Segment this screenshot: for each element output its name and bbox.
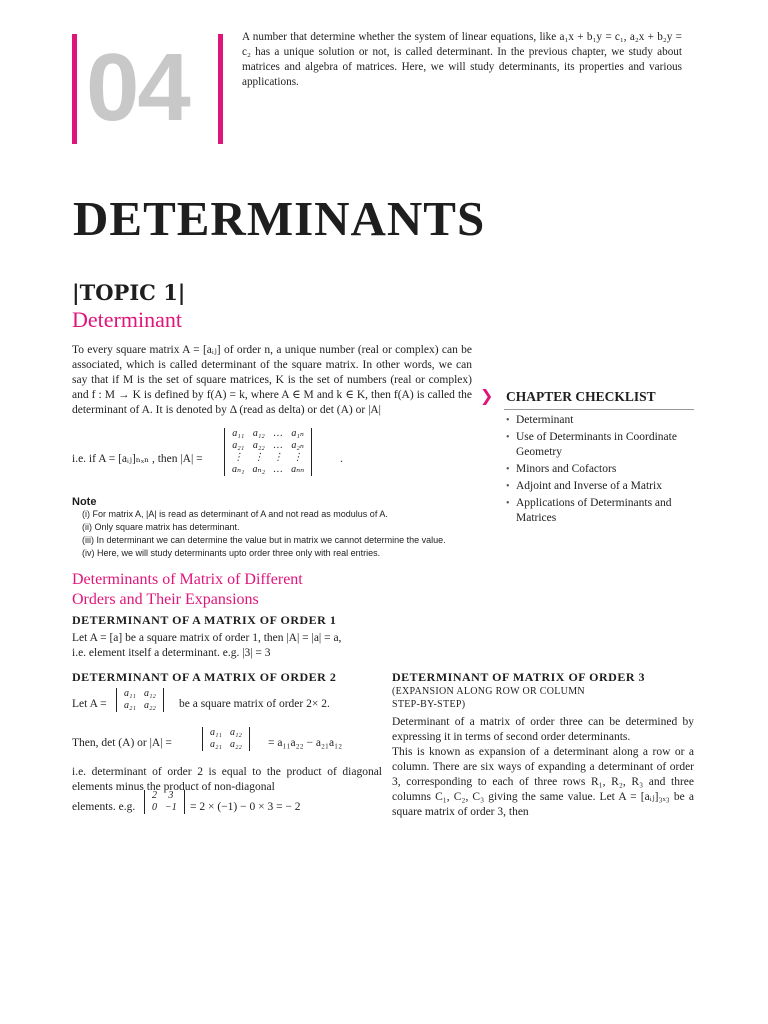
matrix-cell: a₁₁ bbox=[232, 428, 245, 439]
matrix-cell: 3 bbox=[168, 790, 174, 801]
matrix-body bbox=[206, 727, 246, 751]
chapter-title: DETERMINANTS bbox=[73, 191, 486, 246]
matrix-cell: a₁₁ bbox=[210, 727, 222, 738]
matrix-cell: a₂₁ bbox=[210, 739, 222, 750]
order2-then-suffix: = a₁₁a₂₂ − a₂₁a₁₂ bbox=[268, 737, 343, 749]
checklist-divider bbox=[504, 409, 694, 410]
note-list bbox=[72, 508, 492, 560]
checklist-item: • Determinant bbox=[506, 413, 694, 428]
matrix-cell: ⋮ bbox=[233, 452, 244, 463]
determinant-2x2 bbox=[116, 688, 164, 712]
determinant-nxn bbox=[224, 428, 312, 476]
order3-sub-line2: STEP-BY-STEP) bbox=[392, 699, 466, 710]
order2-heading: DETERMINANT OF A MATRIX OF ORDER 2 bbox=[72, 670, 337, 684]
matrix-cell: ⋮ bbox=[273, 452, 284, 463]
matrix-cell: ⋮ bbox=[292, 452, 303, 463]
section-heading bbox=[72, 570, 303, 610]
matrix-cell: a₂₂ bbox=[143, 700, 156, 711]
matrix-row bbox=[206, 727, 246, 739]
matrix-cell: −1 bbox=[165, 802, 177, 813]
matrix-cell: a₁₂ bbox=[229, 727, 242, 738]
chapter-intro: A number that determine whether the system of linear equations, like a₁x + b₁y = c₁, a₂x + b₂y = c₂ has a unique solution or not, is called determinant. In the previous chapter, we study about matrices and algebra of matrices. Here, we will study determinants, its properties and various applications. bbox=[242, 31, 682, 88]
checklist-item: • Applications of Determinants and Matrices bbox=[506, 496, 694, 526]
order2-paragraph: i.e. determinant of order 2 is equal to the product of diagonal elements minus the product of non-diagonal bbox=[72, 766, 382, 793]
matrix-cell: aₙ₁ bbox=[232, 464, 245, 475]
matrix-body bbox=[148, 790, 181, 814]
matrix-row bbox=[228, 464, 308, 476]
determinant-example bbox=[144, 790, 185, 814]
order2-then-prefix: Then, det (A) or |A| = bbox=[72, 737, 172, 749]
matrix-cell: a₁ₙ bbox=[291, 428, 304, 439]
matrix-row bbox=[228, 452, 308, 464]
order2-let-prefix: Let A = bbox=[72, 698, 107, 710]
note-heading: Note bbox=[72, 496, 97, 508]
checklist-heading: CHAPTER CHECKLIST bbox=[506, 389, 656, 404]
matrix-row bbox=[206, 739, 246, 751]
topic-label: |TOPIC 1| bbox=[72, 280, 186, 305]
matrix-body bbox=[120, 688, 160, 712]
matrix-cell: a₁₂ bbox=[252, 428, 265, 439]
matrix-cell: 0 bbox=[152, 802, 157, 813]
checklist-item: • Minors and Cofactors bbox=[506, 462, 694, 477]
matrix-row bbox=[148, 802, 181, 814]
matrix-cell: a₂ₙ bbox=[291, 440, 304, 451]
order2-let-suffix: be a square matrix of order 2× 2. bbox=[179, 698, 330, 710]
section-heading-line2: Orders and Their Expansions bbox=[72, 591, 259, 608]
matrix-cell: … bbox=[273, 428, 283, 439]
matrix-cell: a₂₁ bbox=[124, 700, 136, 711]
chapter-number: 04 bbox=[86, 34, 189, 141]
order2-let bbox=[72, 688, 392, 722]
order1-line1: Let A = [a] be a square matrix of order 1, then |A| = |a| = a, bbox=[72, 632, 342, 644]
chevron-down-icon: ❯ bbox=[480, 386, 494, 405]
note-item: (ii) Only square matrix has determinant. bbox=[82, 522, 240, 532]
checklist-list bbox=[506, 413, 694, 528]
definition-formula bbox=[72, 428, 472, 492]
order2-then bbox=[72, 727, 392, 761]
formula-suffix: . bbox=[340, 453, 343, 465]
matrix-cell: a₂₁ bbox=[232, 440, 245, 451]
order1-line2: i.e. element itself a determinant. e.g. |3| = 3 bbox=[72, 647, 271, 659]
determinant-2x2-then bbox=[202, 727, 250, 751]
note-item: (iii) In determinant we can determine the value but in matrix we cannot determine the value. bbox=[82, 535, 446, 545]
chapter-bar-right bbox=[218, 34, 223, 144]
chapter-bar-left bbox=[72, 34, 77, 144]
order2-example bbox=[72, 790, 392, 824]
section-heading-line1: Determinants of Matrix of Different bbox=[72, 571, 303, 588]
note-item: (i) For matrix A, |A| is read as determinant of A and not read as modulus of A. bbox=[82, 509, 388, 519]
order2-eg-prefix: elements. e.g. bbox=[72, 801, 136, 813]
matrix-cell: a₁₂ bbox=[143, 688, 156, 699]
matrix-row bbox=[120, 688, 160, 700]
matrix-row bbox=[228, 440, 308, 452]
note-item: (iv) Here, we will study determinants upto order three only with real entries. bbox=[82, 548, 381, 558]
note-box bbox=[72, 496, 492, 560]
checklist-item: • Adjoint and Inverse of a Matrix bbox=[506, 479, 694, 494]
matrix-cell: 2 bbox=[152, 790, 157, 801]
order3-heading: DETERMINANT OF MATRIX OF ORDER 3 bbox=[392, 670, 646, 684]
formula-prefix: i.e. if A = [aᵢⱼ]ₙₓₙ , then |A| = bbox=[72, 453, 203, 465]
checklist-item: • Use of Determinants in Coordinate Geometry bbox=[506, 430, 694, 460]
matrix-cell: aₙ₂ bbox=[252, 464, 266, 475]
matrix-cell: ⋮ bbox=[253, 452, 264, 463]
order3-paragraph-1: Determinant of a matrix of order three can be determined by expressing it in terms of second order determinants. bbox=[392, 716, 694, 743]
matrix-cell: … bbox=[273, 440, 283, 451]
matrix-row bbox=[120, 700, 160, 712]
topic-name: Determinant bbox=[72, 307, 182, 332]
matrix-cell: aₙₙ bbox=[291, 464, 305, 475]
order1-heading: DETERMINANT OF A MATRIX OF ORDER 1 bbox=[72, 613, 337, 627]
matrix-cell: a₁₁ bbox=[124, 688, 136, 699]
matrix-row bbox=[148, 790, 181, 802]
matrix-cell: … bbox=[273, 464, 283, 475]
matrix-body bbox=[228, 428, 308, 476]
matrix-cell: a₂₂ bbox=[252, 440, 265, 451]
order2-eg-suffix: = 2 × (−1) − 0 × 3 = − 2 bbox=[190, 801, 301, 813]
order3-sub-line1: (EXPANSION ALONG ROW OR COLUMN bbox=[392, 686, 585, 697]
definition-paragraph: To every square matrix A = [aᵢⱼ] of order n, a unique number (real or complex) can be associated, which is called determinant of the square matrix. In other words, we can say that if M is the set of square matrices, K is the set of numbers (real or complex) and f : M → K is defined by f(A) = k, where A ∈ M and k ∈ K, then f(A) is called the determinant of A. It is denoted by Δ (read as delta) or det (A) or |A| bbox=[72, 344, 472, 416]
matrix-cell: a₂₂ bbox=[229, 739, 242, 750]
matrix-row bbox=[228, 428, 308, 440]
order3-paragraph-2: This is known as expansion of a determinant along a row or a column. There are six ways of expanding a determinant of order 3, corresponding to each of three rows R₁, R₂, R₃ and three columns C₁, C₂, C₃ giving the same value. Let A = [aᵢⱼ]₃ₓ₃ be a square matrix of order 3, then bbox=[392, 746, 694, 818]
